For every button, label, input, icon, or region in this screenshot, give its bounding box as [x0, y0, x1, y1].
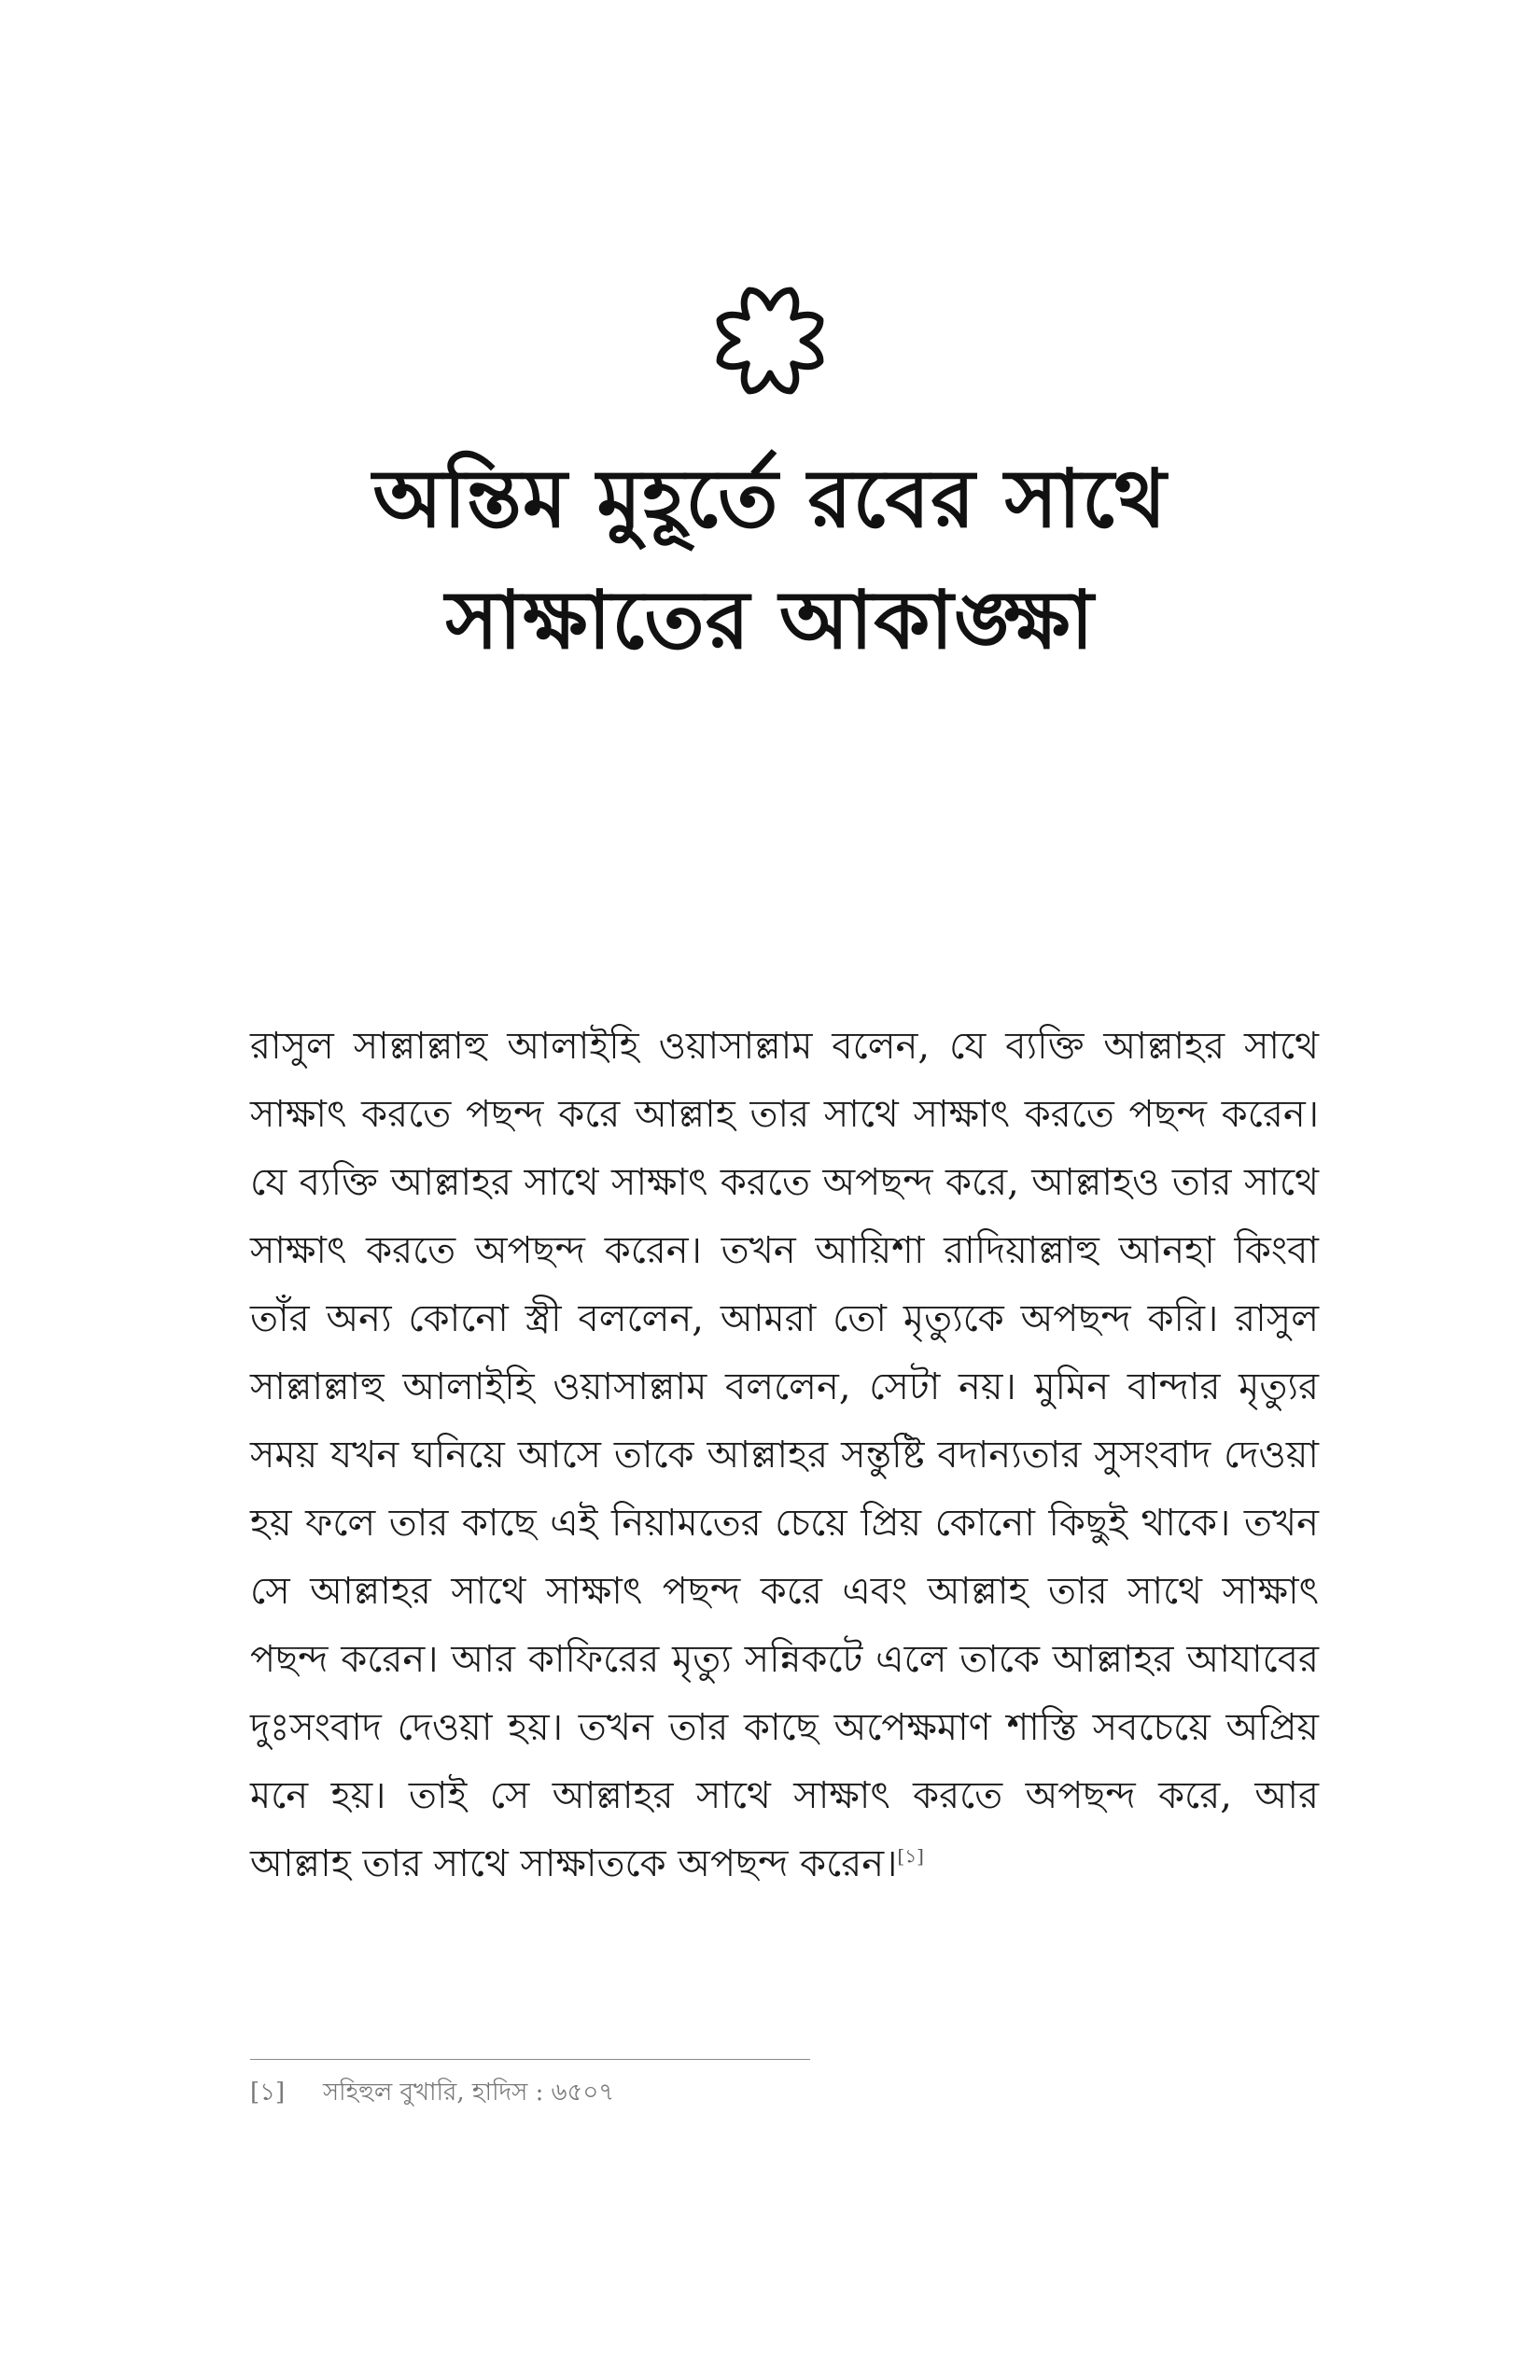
chapter-title-line-2: সাক্ষাতের আকাঙ্ক্ষা [445, 574, 1095, 667]
hadith-text: রাসুল সাল্লাল্লাহু আলাইহি ওয়াসাল্লাম বলেন, যে ব্যক্তি আল্লাহর সাথে সাক্ষাৎ করতে পছন্দ করে আল্লাহ তার সাথে সাক্ষাৎ করতে পছন্দ করেন। যে ব্যক্তি আল্লাহর সাথে সাক্ষাৎ করতে অপছন্দ করে, আল্লাহও তার সাথে সাক্ষাৎ করতে অপছন্দ করেন। তখন আয়িশা রাদিয়াল্লাহু আনহা কিংবা তাঁর অন্য কোনো স্ত্রী বললেন, আমরা তো মৃত্যুকে অপছন্দ করি। রাসুল সাল্লাল্লাহু আলাইহি ওয়াসাল্লাম বললেন, সেটা নয়। মুমিন বান্দার মৃত্যুর সময় যখন ঘনিয়ে আসে তাকে আল্লাহর সন্তুষ্টি বদান্যতার সুসংবাদ দেওয়া হয় ফলে তার কাছে এই নিয়ামতের চেয়ে প্রিয় কোনো কিছুই থাকে। তখন সে আল্লাহর সাথে সাক্ষাৎ পছন্দ করে এবং আল্লাহ তার সাথে সাক্ষাৎ পছন্দ করেন। আর কাফিরের মৃত্যু সন্নিকটে এলে তাকে আল্লাহর আযাবের দুঃসংবাদ দেওয়া হয়। তখন তার কাছে অপেক্ষমাণ শাস্তি সবচেয়ে অপ্রিয় মনে হয়। তাই সে আল্লাহর সাথে সাক্ষাৎ করতে অপছন্দ করে, আর আল্লাহ তার সাথে সাক্ষাতকে অপছন্দ করেন। [250, 1025, 1319, 1885]
eight-point-flower-icon [705, 275, 835, 406]
chapter-ornament [0, 275, 1540, 406]
hadith-paragraph [250, 1013, 1319, 1898]
chapter-title [215, 439, 1325, 681]
footnote-text: সহিহুল বুখারি, হাদিস : ৬৫০৭ [323, 2079, 615, 2107]
footnote-marker: [১] [250, 2079, 286, 2107]
chapter-title-line-1: অন্তিম মুহূর্তে রবের সাথে [372, 453, 1168, 546]
footnote-divider [250, 2059, 810, 2060]
footnote-reference[interactable]: [১] [897, 1844, 924, 1868]
footnote [250, 2074, 1183, 2111]
